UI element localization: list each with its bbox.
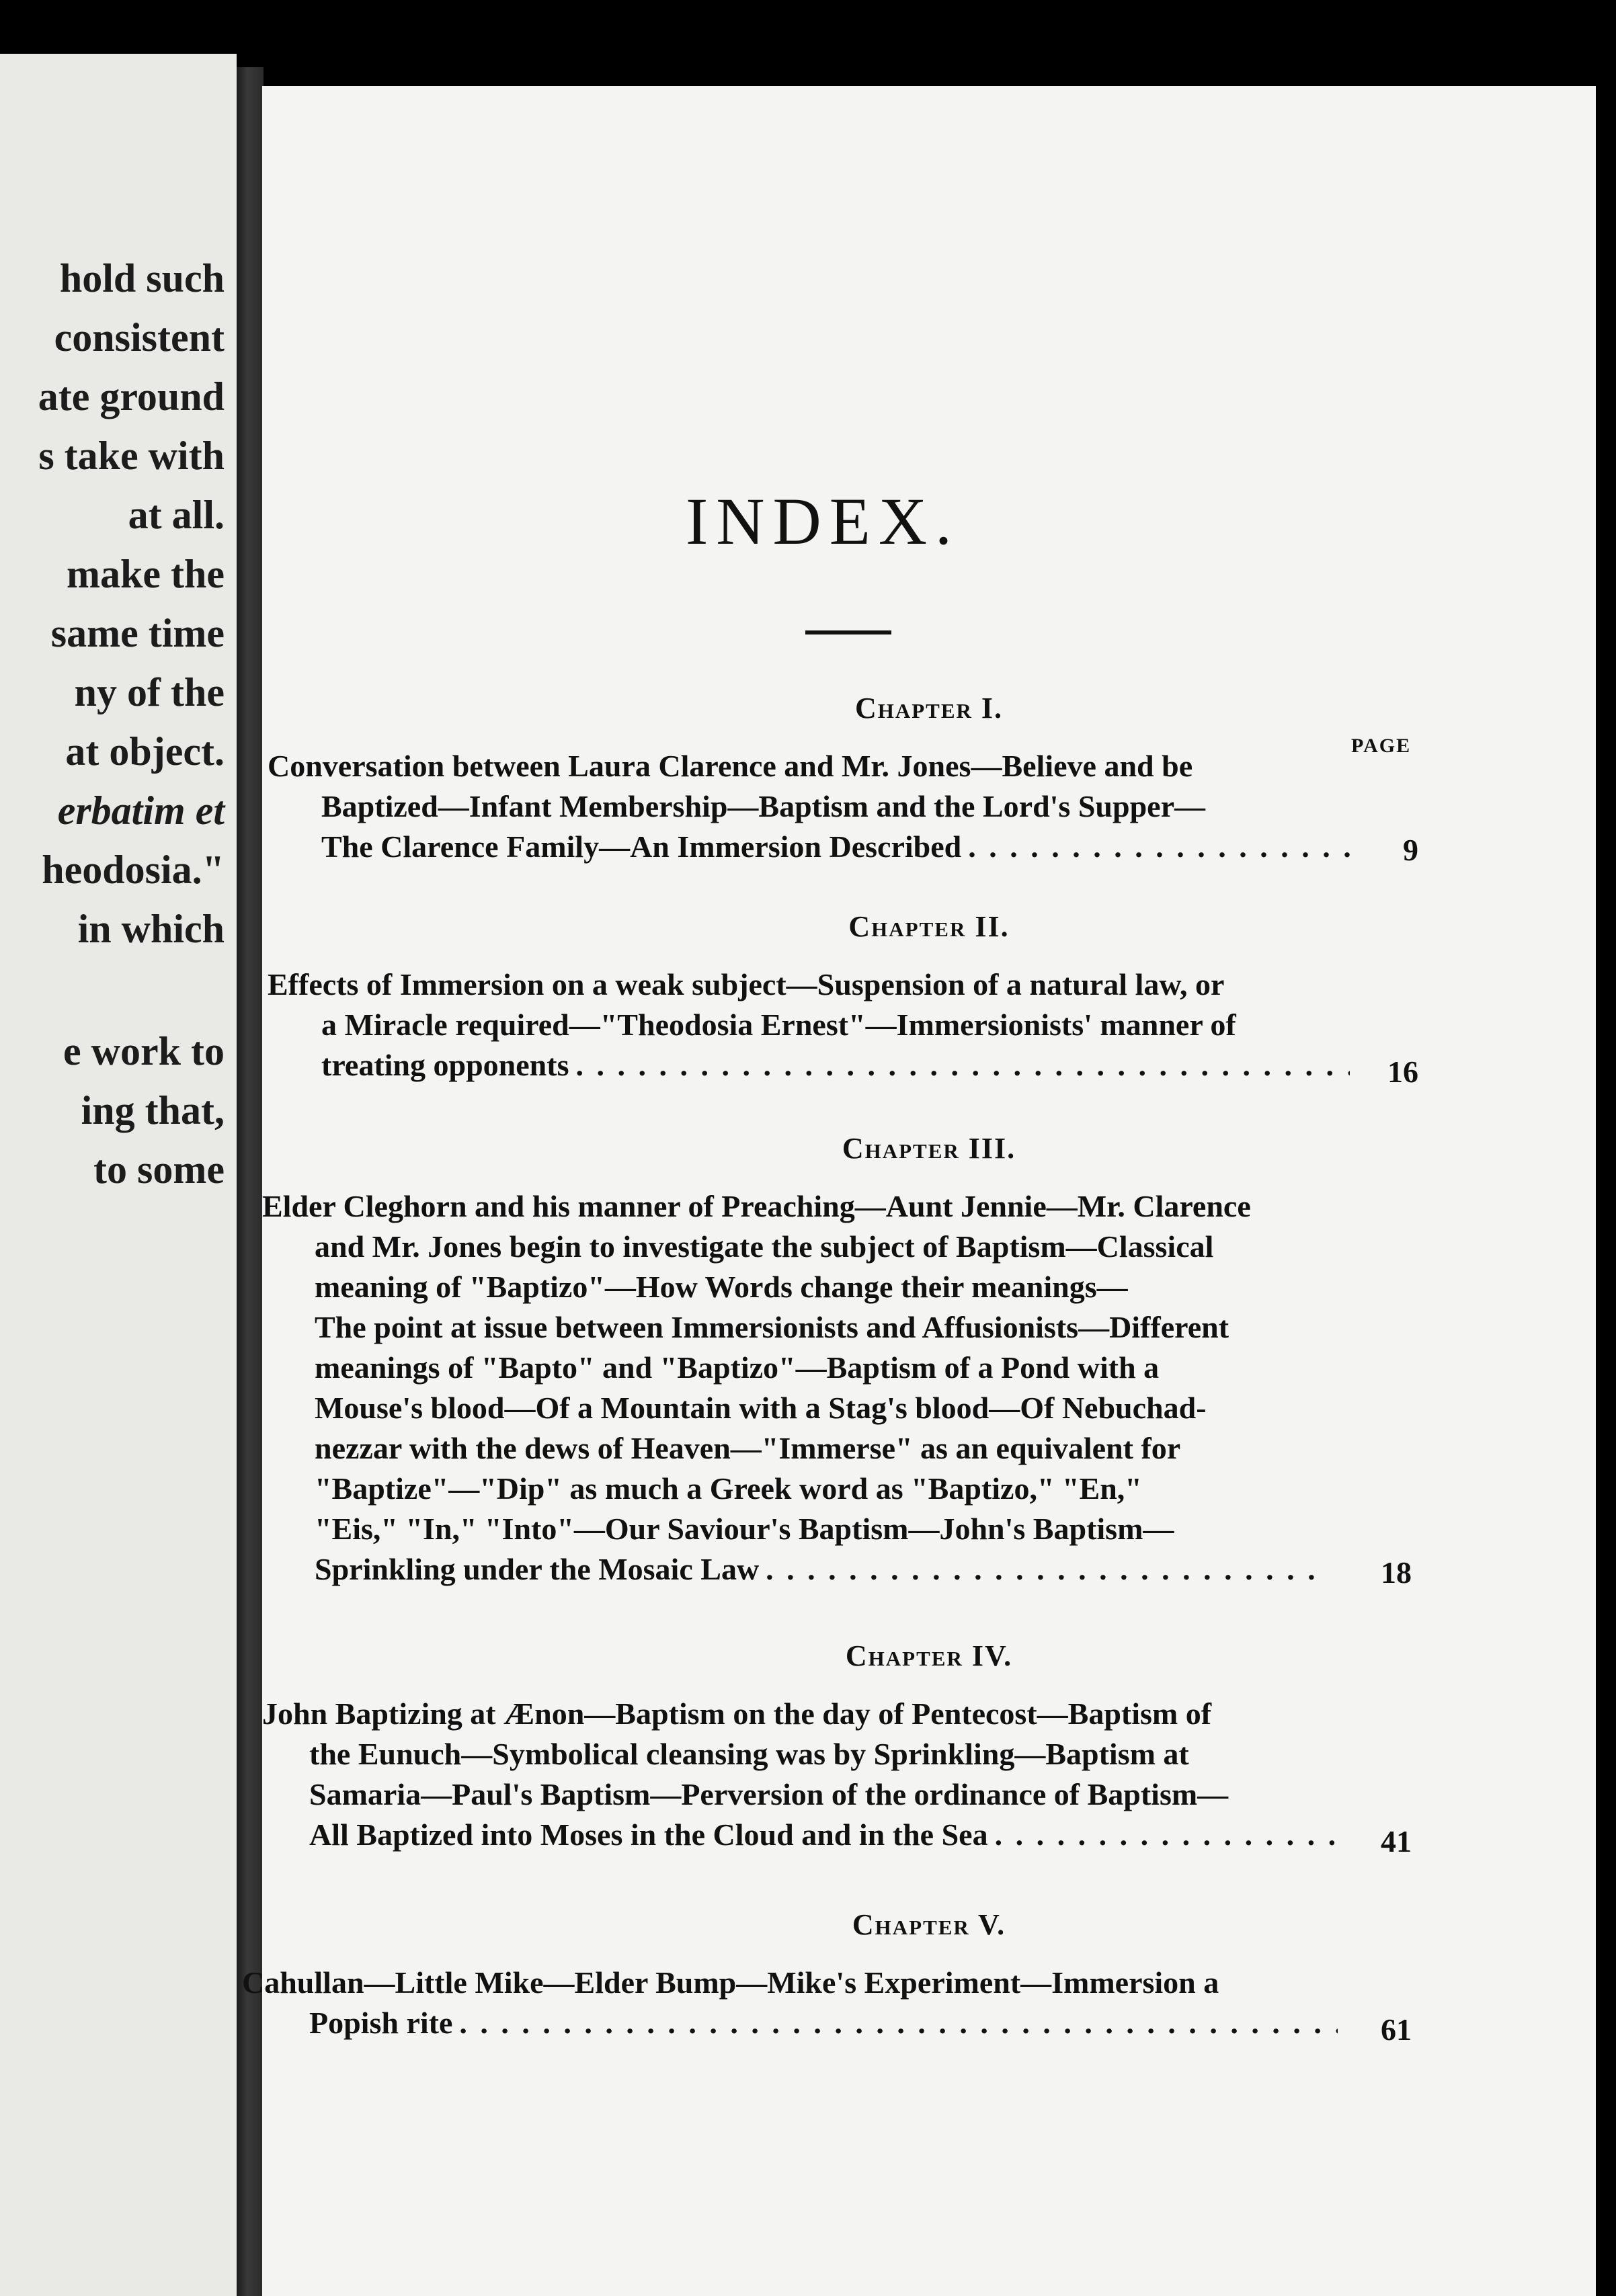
entry-line: "Baptize"—"Dip" as much a Greek word as "Baptizo," "En," xyxy=(315,1471,1142,1506)
facing-page-line: ing that, xyxy=(81,1088,225,1133)
page-number: 61 xyxy=(1381,2012,1412,2047)
facing-page-line: erbatim et xyxy=(57,788,225,833)
facing-page-line: heodosia." xyxy=(42,848,225,892)
page-number: 41 xyxy=(1381,1824,1412,1858)
entry-line: nezzar with the dews of Heaven—"Immerse" as an equivalent for xyxy=(315,1431,1181,1465)
dot-leader xyxy=(968,829,1350,864)
entry-line-text: Popish rite xyxy=(309,2006,453,2040)
entry-line: Mouse's blood—Of a Mountain with a Stag's blood—Of Nebuchad- xyxy=(315,1391,1207,1425)
facing-page-line: in which xyxy=(77,907,225,951)
chapter-heading: Chapter V. xyxy=(852,1908,1006,1941)
entry-line: Samaria—Paul's Baptism—Perversion of the ordinance of Baptism— xyxy=(309,1777,1229,1811)
chapter-heading: Chapter III. xyxy=(842,1132,1016,1165)
entry-line-text: All Baptized into Moses in the Cloud and in the Sea xyxy=(309,1817,988,1852)
facing-page-line: consistent xyxy=(54,315,225,360)
entry-line: Baptized—Infant Membership—Baptism and the Lord's Supper— xyxy=(321,789,1205,823)
facing-page-line: s take with xyxy=(38,434,225,478)
index-page xyxy=(242,86,1596,2296)
facing-page-line: hold such xyxy=(59,256,225,300)
facing-page-line: to some xyxy=(93,1147,225,1192)
page-column-label: PAGE xyxy=(1351,735,1412,757)
entry-line: meanings of "Bapto" and "Baptizo"—Baptism of a Pond with a xyxy=(315,1350,1160,1385)
facing-page-line: same time xyxy=(50,611,225,655)
entry-line: meaning of "Baptizo"—How Words change their meanings— xyxy=(315,1270,1128,1304)
entry-line: The point at issue between Immersionists and Affusionists—Different xyxy=(315,1310,1229,1344)
entry-line xyxy=(309,1817,1338,1852)
entry-line: "Eis," "In," "Into"—Our Saviour's Baptism—John's Baptism— xyxy=(315,1512,1174,1546)
chapter-heading: Chapter II. xyxy=(848,910,1010,943)
entry-line-text: The Clarence Family—An Immersion Described xyxy=(321,829,962,864)
entry-line: Cahullan—Little Mike—Elder Bump—Mike's Experiment—Immersion a xyxy=(242,1965,1219,2000)
entry-line: Effects of Immersion on a weak subject—Suspension of a natural law, or xyxy=(268,967,1225,1001)
page-number: 9 xyxy=(1403,833,1418,867)
entry-line: Elder Cleghorn and his manner of Preaching—Aunt Jennie—Mr. Clarence xyxy=(262,1189,1251,1223)
page-number: 18 xyxy=(1381,1555,1412,1590)
entry-line: Conversation between Laura Clarence and Mr. Jones—Believe and be xyxy=(268,749,1193,783)
entry-line: a Miracle required—"Theodosia Ernest"—Immersionists' manner of xyxy=(321,1008,1236,1042)
page-title: INDEX. xyxy=(686,484,961,559)
entry-line xyxy=(321,829,1350,864)
entry-line: John Baptizing at Ænon—Baptism on the day of Pentecost—Baptism of xyxy=(262,1696,1212,1731)
book-gutter xyxy=(237,67,264,2296)
chapter-heading: Chapter IV. xyxy=(845,1639,1013,1672)
chapter-heading: Chapter I. xyxy=(854,692,1004,725)
facing-page-line: at object. xyxy=(65,729,225,774)
facing-page-line: at all. xyxy=(128,493,225,537)
entry-line: the Eunuch—Symbolical cleansing was by Sprinkling—Baptism at xyxy=(309,1737,1189,1771)
page-number: 16 xyxy=(1387,1055,1418,1089)
dot-leader xyxy=(995,1817,1338,1852)
entry-line xyxy=(309,2005,1338,2041)
facing-page-line: ny of the xyxy=(74,670,225,714)
entry-line xyxy=(315,1551,1330,1587)
dot-leader xyxy=(575,1047,1350,1083)
facing-page-line: make the xyxy=(67,552,225,596)
facing-page-line: e work to xyxy=(63,1029,225,1073)
entry-line-text: Sprinkling under the Mosaic Law xyxy=(315,1552,760,1586)
title-rule xyxy=(805,630,891,634)
entry-line-text: treating opponents xyxy=(321,1048,569,1082)
dot-leader xyxy=(766,1551,1330,1587)
dot-leader xyxy=(459,2005,1338,2041)
facing-page-line: ate ground xyxy=(38,374,225,419)
entry-line xyxy=(321,1047,1350,1083)
entry-line: and Mr. Jones begin to investigate the subject of Baptism—Classical xyxy=(315,1229,1214,1264)
facing-page xyxy=(0,54,237,2296)
